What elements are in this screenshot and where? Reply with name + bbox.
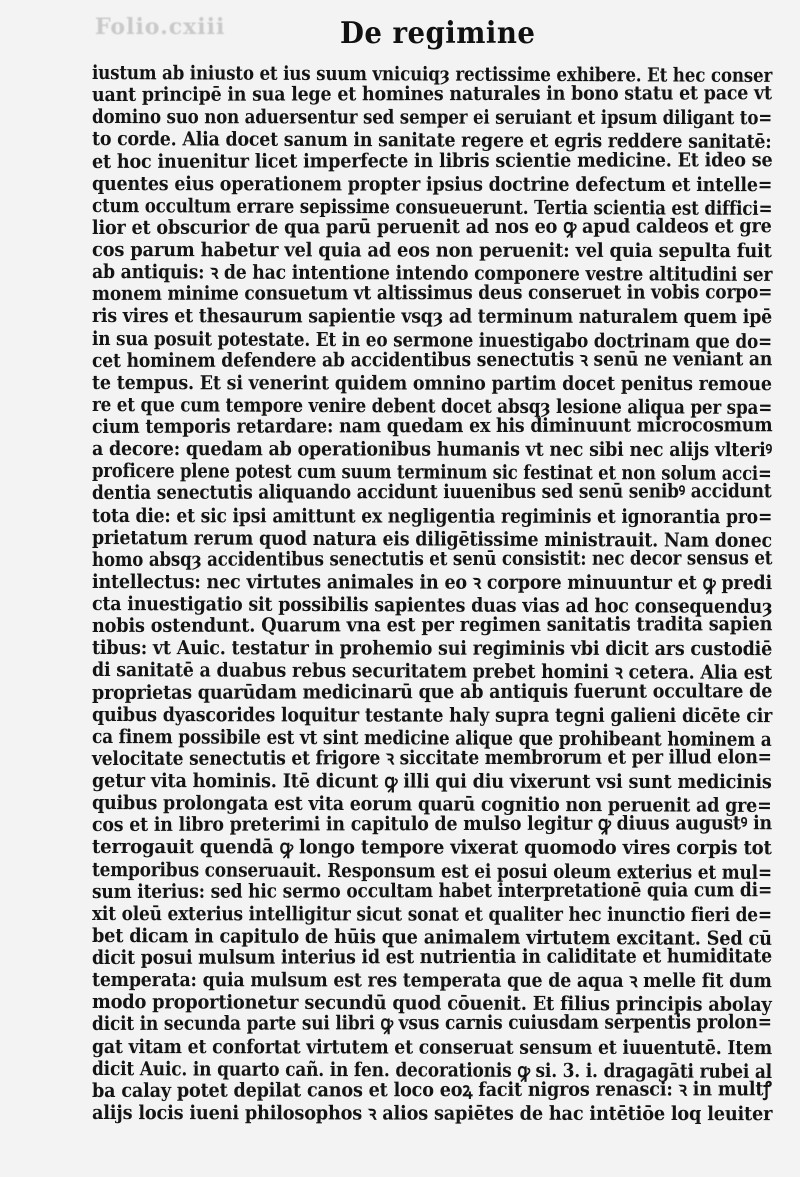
- text-line: a decore: quedam ab operationibus humanis vt nec sibi nec alijs vlteriꝰ: [91, 437, 773, 462]
- text-line: ris vires et thesaurum sapientie vsqȝ ad terminum naturalem quem ipē: [91, 304, 773, 329]
- text-line: quentes eius operationem propter ipsius doctrine defectum et intelle=: [91, 171, 773, 196]
- text-line: getur vita hominis. Itē dicunt ꝙ illi qui diu vixerunt vsi sunt medicinis: [91, 769, 772, 794]
- text-line: cos et in libro preterimi in capitulo de mulso legitur ꝙ diuus augustꝰ in: [91, 811, 772, 837]
- text-line: iustum ab iniusto et ius suum vnicuiqȝ rectissime exhibere. Et hec conser: [91, 61, 773, 87]
- text-line: sum iterius: sed hic sermo occultam habet interpretationē quia cum di=: [91, 877, 773, 903]
- text-line: terrogauit quendā ꝙ longo tempore vixerat quomodo vires corpis tot: [91, 835, 772, 860]
- text-line: monem minime consuetum vt altissimus deus conseruet in vobis corpo=: [91, 280, 773, 306]
- text-line: re et que cum tempore venire debent docet absqȝ lesione aliqua per spa=: [91, 392, 773, 419]
- text-line: tibus: vt Auic. testatur in prohemio sui regiminis vbi dicit ars custodiē: [91, 636, 773, 661]
- bleed-through-folio: Folio.cxiii: [95, 14, 226, 40]
- text-line: modo proportionetur secundū quod cōuenit. Et filius principis abolay: [91, 990, 772, 1017]
- text-line: proficere plene potest cum suum terminum sic festinat et non solum acci=: [91, 459, 772, 486]
- text-line: homo absqȝ accidentibus senectutis et senū consistit: nec decor sensus et: [91, 545, 773, 571]
- text-block: [92, 62, 772, 1124]
- text-line: tota die: et sic ipsi amittunt ex negligentia regiminis et ignorantia pro=: [91, 503, 773, 528]
- text-line: cos parum habetur vel quia ad eos non peruenit: vel quia sepulta fuit: [91, 238, 772, 263]
- text-line: te tempus. Et si venerint quidem omnino partim docet penitus remoue: [91, 370, 772, 395]
- text-line: ba calay potet depilat canos et loco eoꝝ facit nigros renasci: ꝛ in multꝭ: [91, 1076, 772, 1102]
- text-line: alijs locis iueni philosophos ꝛ alios sapiētes de hac intētiōe loq leuiter: [91, 1100, 773, 1126]
- text-line: prietatum rerum quod natura eis diligētissime ministrauit. Nam donec: [91, 525, 772, 552]
- text-line: xit oleū exterius intelligitur sicut sonat et qualiter hec inunctio fieri de=: [91, 901, 772, 926]
- text-line: dicit posui mulsum interius id est nutrientia in caliditate et humiditate: [91, 944, 772, 969]
- text-line: uant principē in sua lege et homines naturales in bono statu et pace vt: [91, 81, 772, 107]
- text-line: lior et obscurior de qua parū peruenit ad nos eo ꝙ apud caldeos et gre: [91, 214, 772, 239]
- text-line: ab antiquis: ꝛ de hac intentione intendo componere vestre altitudini ser: [91, 260, 773, 287]
- text-line: temperata: quia mulsum est res temperata que de aqua ꝛ melle fit dum: [91, 968, 772, 993]
- text-line: quibus prolongata est vita eorum quarū cognitio non peruenit ad gre=: [91, 791, 772, 818]
- text-line: dicit Auic. in quarto cañ. in fen. decorationis ꝙ si. 3. i. dragagāti rubei al: [91, 1056, 773, 1083]
- text-line: di sanitatē a duabus rebus securitatem prebet homini ꝛ cetera. Alia est: [91, 658, 773, 685]
- text-line: gat vitam et confortat virtutem et conseruat sensum et iuuentutē. Item: [91, 1034, 773, 1059]
- text-line: domino suo non aduersentur sed semper ei seruiant et ipsum diligant to=: [91, 105, 773, 130]
- text-line: ca finem possibile est vt sint medicine alique que prohibeant hominem a: [91, 724, 772, 751]
- text-line: nobis ostendunt. Quarum vna est per regimen sanitatis tradita sapien: [91, 612, 773, 638]
- text-line: cet hominem defendere ab accidentibus senectutis ꝛ senū ne veniant an: [91, 346, 773, 372]
- text-line: ctum occultum errare sepissime consueuerunt. Tertia scientia est diffici=: [91, 193, 773, 220]
- text-line: intellectus: nec virtutes animales in eo ꝛ corpore minuuntur et ꝙ predi: [91, 569, 772, 595]
- text-line: bet dicam in capitulo de hūis que animalem virtutem excitant. Sed cū: [91, 923, 772, 950]
- text-line: in sua posuit potestate. Et in eo sermone inuestigabo doctrinam que do=: [91, 326, 773, 353]
- text-line: velocitate senectutis et frigore ꝛ siccitate membrorum et per illud elon=: [91, 745, 772, 770]
- text-line: cta inuestigatio sit possibilis sapientes duas vias ad hoc consequenduȝ: [91, 592, 773, 618]
- text-line: temporibus conseruauit. Responsum est ei posui oleum exterius et mul=: [91, 857, 772, 884]
- text-line: dicit in secunda parte sui libri ꝙ vsus carnis cuiusdam serpentis prolon=: [91, 1010, 772, 1036]
- text-line: to corde. Alia docet sanum in sanitate regere et egris reddere sanitatē:: [91, 127, 772, 154]
- text-line: quibus dyascorides loquitur testante haly supra tegni galieni dicēte cir: [91, 702, 773, 727]
- text-line: et hoc inuenitur licet imperfecte in libris scientie medicine. Et ideo se: [91, 147, 773, 173]
- text-line: dentia senectutis aliquando accidunt iuuenibus sed senū senibꝰ accidunt: [91, 479, 772, 505]
- running-head: De regimine: [340, 16, 536, 51]
- text-line: cium temporis retardare: nam quedam ex his diminuunt microcosmum: [91, 413, 773, 438]
- text-line: proprietas quarūdam medicinarū que ab antiquis fuerunt occultare de: [91, 678, 773, 704]
